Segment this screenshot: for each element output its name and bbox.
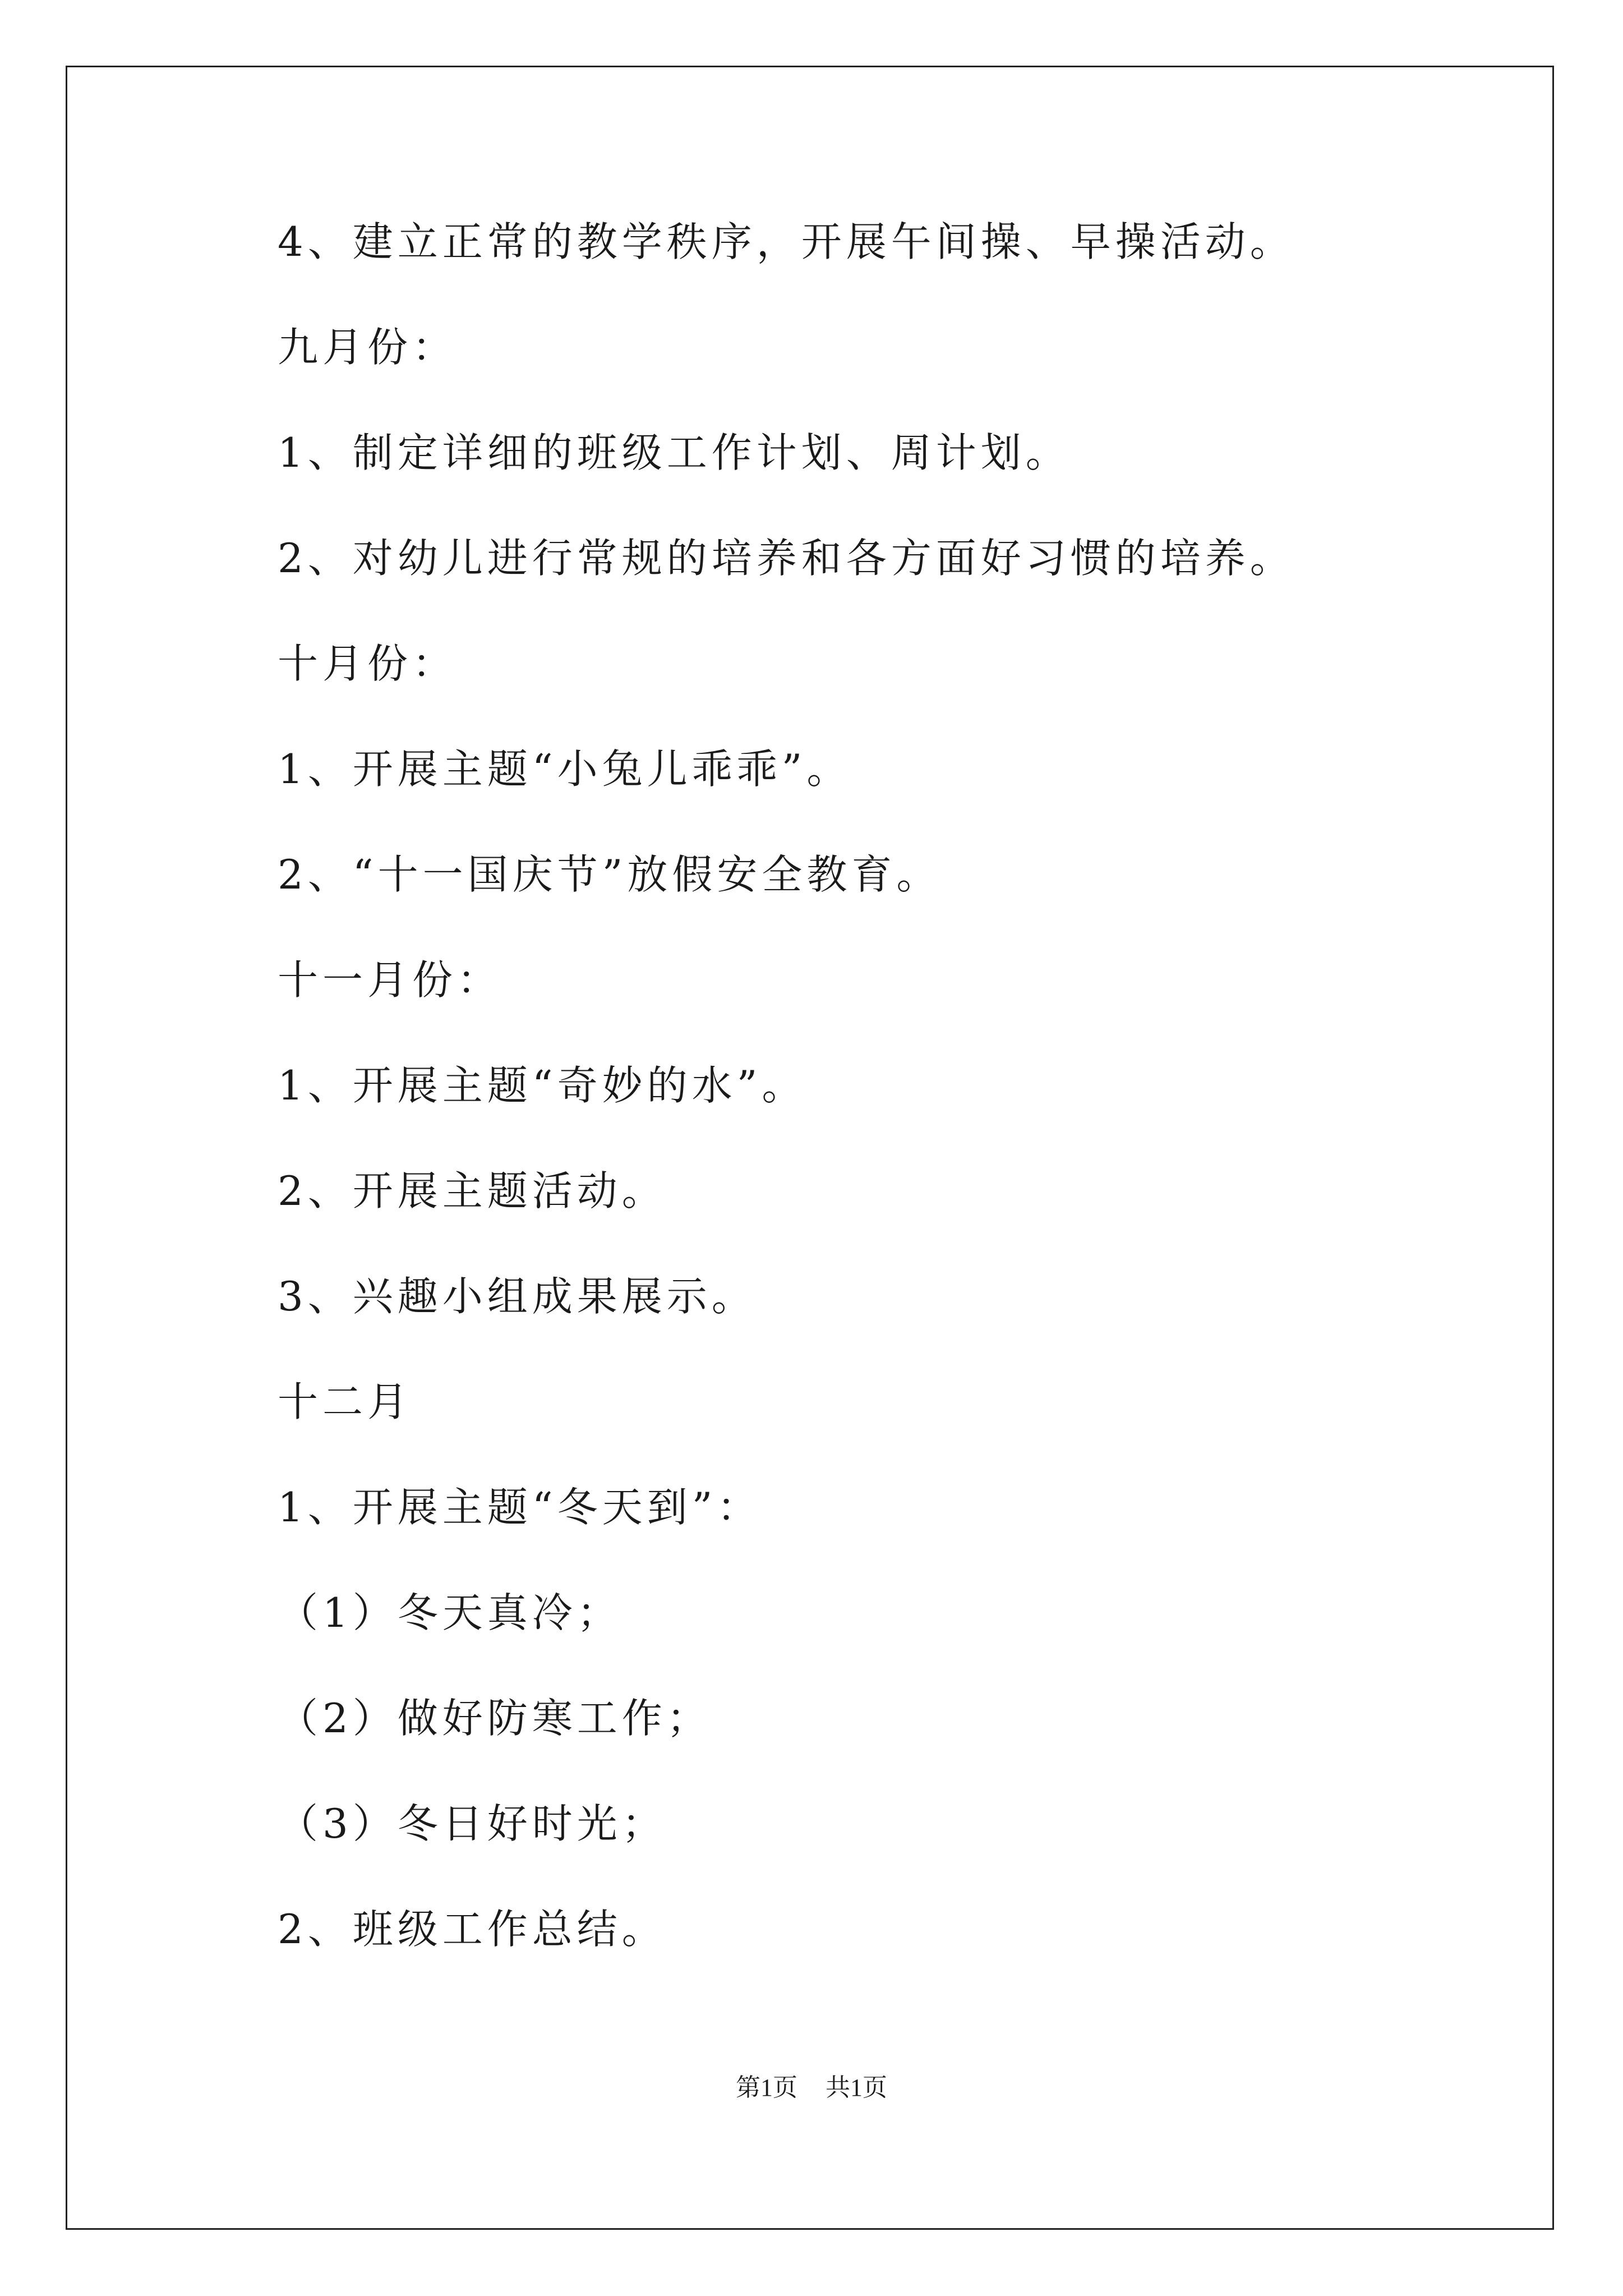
- sub-item-line: （2）做好防寒工作；: [278, 1695, 712, 1742]
- paragraph-line: 2、“十一国庆节”放假安全教育。: [278, 851, 942, 898]
- month-heading: 十月份：: [278, 640, 458, 687]
- paragraph-line: 1、开展主题“小兔儿乖乖”。: [278, 746, 852, 793]
- document-body: [278, 218, 1511, 2014]
- paragraph-line: 1、制定详细的班级工作计划、周计划。: [278, 429, 1071, 476]
- paragraph-line: 2、班级工作总结。: [278, 1906, 667, 1953]
- page-footer: [0, 2076, 1623, 2100]
- paragraph-line: 4、建立正常的教学秩序，开展午间操、早操活动。: [278, 218, 1295, 265]
- page-current-label: 第1页: [736, 2074, 797, 2101]
- page-total-label: 共1页: [826, 2074, 887, 2101]
- paragraph-line: 2、对幼儿进行常规的培养和各方面好习惯的培养。: [278, 535, 1295, 582]
- paragraph-line: 2、开展主题活动。: [278, 1167, 667, 1214]
- month-heading: 十二月: [278, 1378, 413, 1425]
- paragraph-line: 3、兴趣小组成果展示。: [278, 1273, 757, 1320]
- sub-item-line: （3）冬日好时光；: [278, 1800, 667, 1847]
- paragraph-line: 1、开展主题“冬天到”：: [278, 1484, 762, 1531]
- sub-item-line: （1）冬天真冷；: [278, 1589, 622, 1636]
- paragraph-line: 1、开展主题“奇妙的水”。: [278, 1062, 807, 1109]
- month-heading: 九月份：: [278, 324, 458, 371]
- month-heading: 十一月份：: [278, 956, 502, 1004]
